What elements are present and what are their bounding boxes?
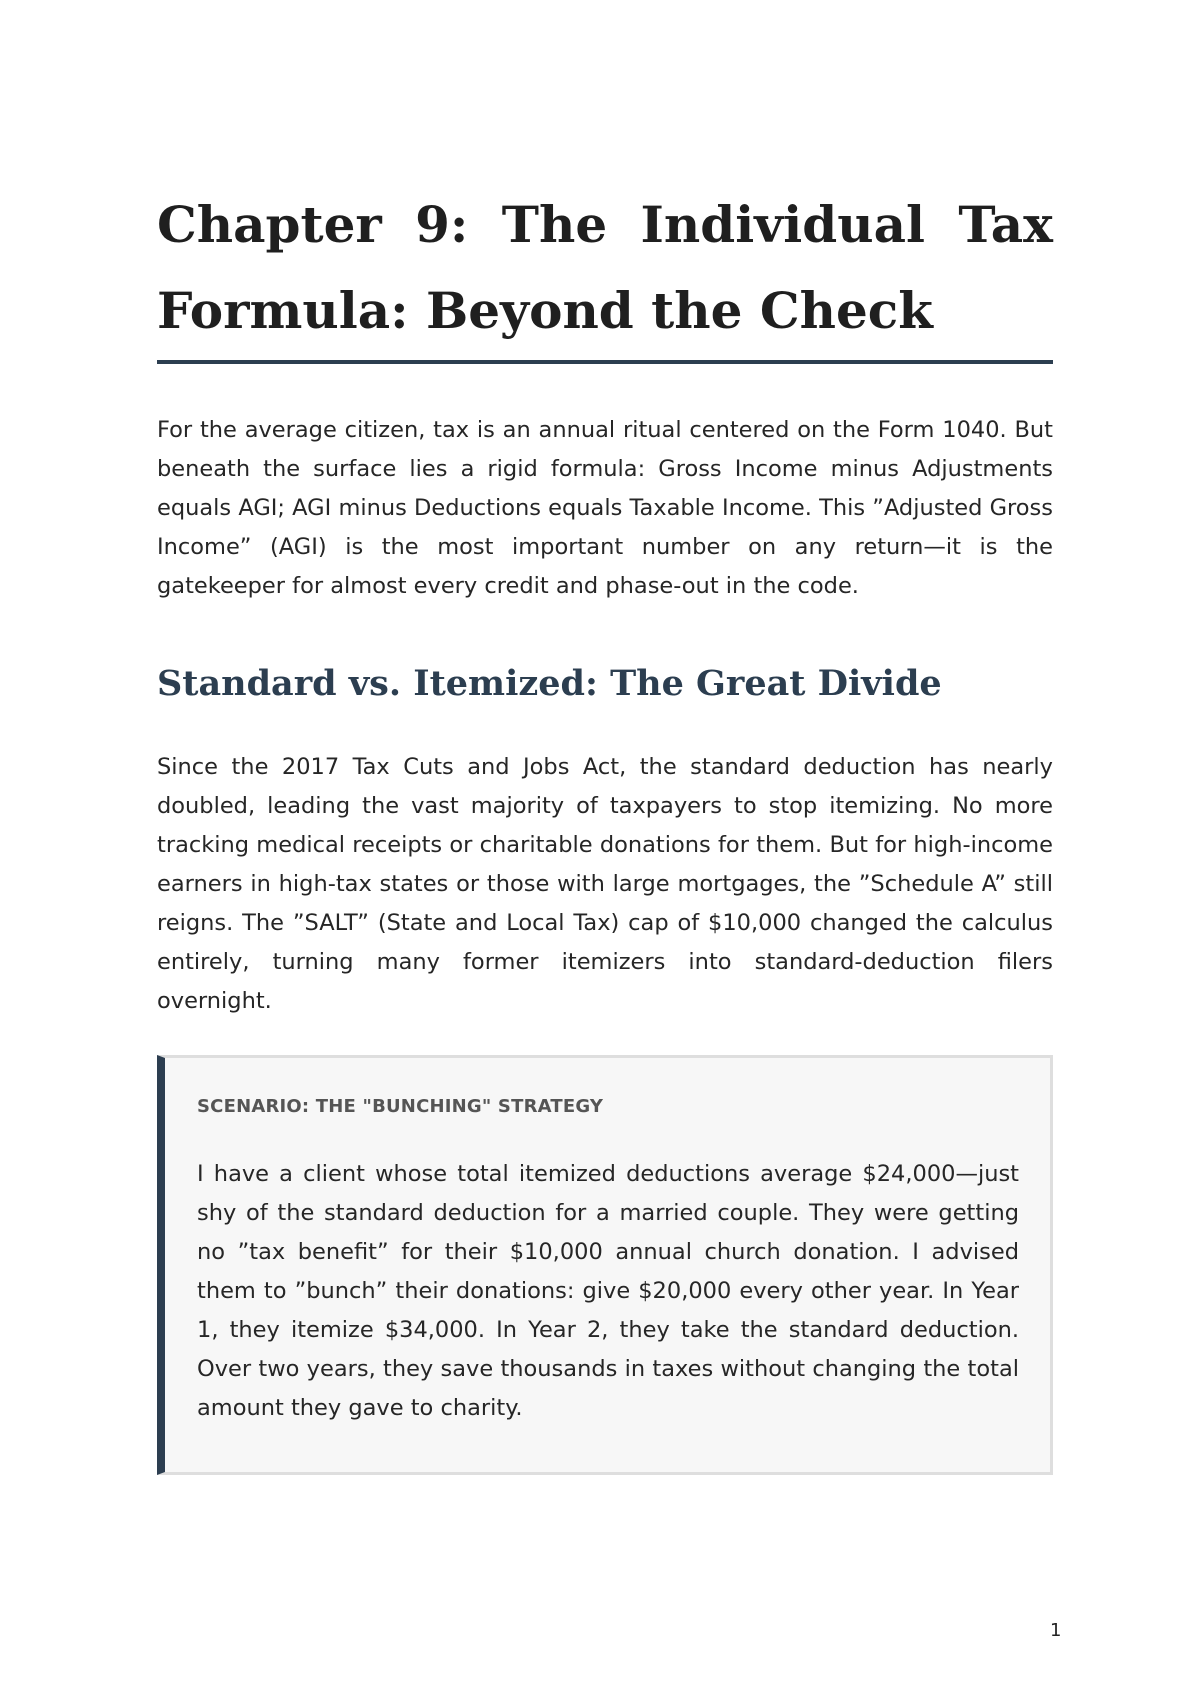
callout-label: SCENARIO: THE "BUNCHING" STRATEGY (197, 1096, 604, 1117)
scenario-callout (157, 1055, 1053, 1475)
intro-paragraph: For the average citizen, tax is an annual ritual centered on the Form 1040. But beneath the surface lies a rigid formula: Gross Income minus Adjustments equals AGI; AGI minus Deductions equals Taxable Income. This ”Adjusted Gross Income” (AGI) is the most important number on any return—it is the gatekeeper for almost every credit and phase-out in the code. (157, 417, 1053, 599)
callout-body: I have a client whose total itemized deductions average $24,000—just shy of the standard deduction for a married couple. They were getting no ”tax benefit” for their $10,000 annual church donation. I advised them to ”bunch” their donations: give $20,000 every other year. In Year 1, they itemize $34,000. In Year 2, they take the standard deduction. Over two years, they save thousands in taxes without changing the total amount they gave to charity. (197, 1161, 1019, 1421)
page-number: 1 (1050, 1620, 1062, 1641)
section-heading: Standard vs. Itemized: The Great Divide (157, 663, 942, 704)
title-divider (157, 360, 1053, 364)
section-paragraph: Since the 2017 Tax Cuts and Jobs Act, the standard deduction has nearly doubled, leading the vast majority of taxpayers to stop itemizing. No more tracking medical receipts or charitable donations for them. But for high-income earners in high-tax states or those with large mortgages, the ”Schedule A” still reigns. The ”SALT” (State and Local Tax) cap of $10,000 changed the calculus entirely, turning many former itemizers into standard-deduction filers overnight. (157, 754, 1053, 1014)
chapter-title: Chapter 9: The Individual Tax Formula: Beyond the Check (157, 195, 1053, 340)
